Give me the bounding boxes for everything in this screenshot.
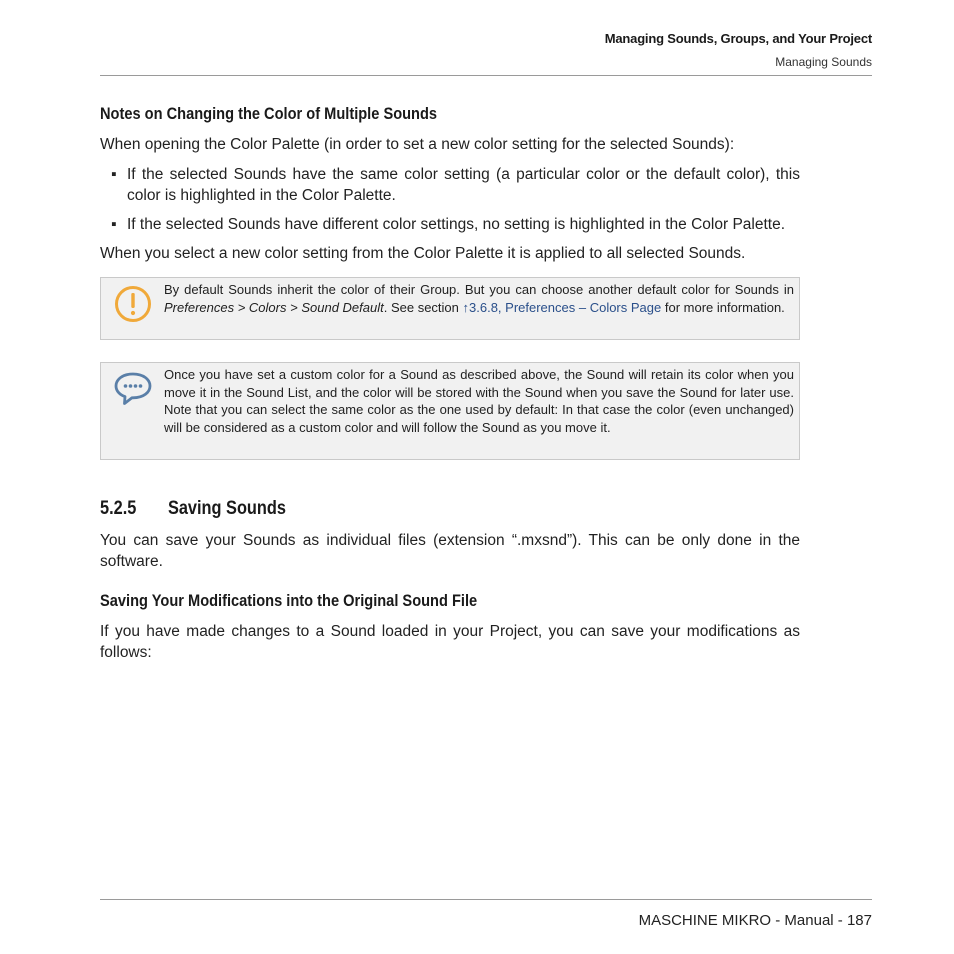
bullet-marker: ▪ [111, 166, 117, 183]
section-heading [100, 498, 702, 520]
bullet-marker: ▪ [111, 216, 117, 233]
list-item [100, 214, 800, 235]
warning-note [100, 277, 800, 340]
info-note [100, 362, 800, 460]
after-bullets-paragraph: When you select a new color setting from the Color Palette it is applied to all selected Sounds. [100, 245, 746, 262]
speech-bubble-icon [113, 369, 153, 409]
section-title: Saving Sounds [167, 498, 286, 519]
bullet-list [100, 164, 800, 235]
footer-divider [100, 899, 872, 900]
header-divider [100, 75, 872, 76]
section-number: 5.2.5 [100, 498, 137, 519]
page-content [100, 104, 800, 663]
section-title-header: Managing Sounds [775, 55, 872, 69]
info-note-text: Once you have set a custom color for a Sound as described above, the Sound will retain its color when you move it in the Sound List, and the color will be stored with the Sound when you save the Sound for later use. Note that you can select the same color as the one used by default: In that case the color (even unchanged) will be considered as a custom color and will follow the Sound as you move it. [164, 367, 794, 435]
page-footer: MASCHINE MIKRO - Manual - 187 [638, 912, 872, 929]
chapter-title: Managing Sounds, Groups, and Your Project [604, 31, 872, 46]
list-item [100, 164, 800, 206]
heading-color-multiple-sounds: Notes on Changing the Color of Multiple Sounds [100, 104, 438, 123]
bullet-text: If the selected Sounds have the same color setting (a particular color or the default color), this color is highlighted in the Color Palette. [127, 166, 800, 204]
exclamation-icon [113, 284, 153, 324]
saving-sounds-paragraph: You can save your Sounds as individual files (extension “.mxsnd”). This can be only done in the software. [100, 532, 800, 570]
heading-saving-modifications: Saving Your Modifications into the Original Sound File [100, 591, 478, 610]
section-link[interactable]: ↑3.6.8, Preferences – Colors Page [462, 299, 662, 315]
bullet-text: If the selected Sounds have different color settings, no setting is highlighted in the Color Palette. [127, 216, 786, 233]
warning-note-text: By default Sounds inherit the color of their Group. But you can choose another default color for Sounds in Preferences > Colors > Sound Default. See section ↑3.6.8, Preferences – Colors Page for more information. [164, 282, 794, 315]
saving-modifications-paragraph: If you have made changes to a Sound loaded in your Project, you can save your modifications as follows: [100, 623, 800, 661]
intro-paragraph: When opening the Color Palette (in order to set a new color setting for the selected Sounds): [100, 136, 735, 153]
